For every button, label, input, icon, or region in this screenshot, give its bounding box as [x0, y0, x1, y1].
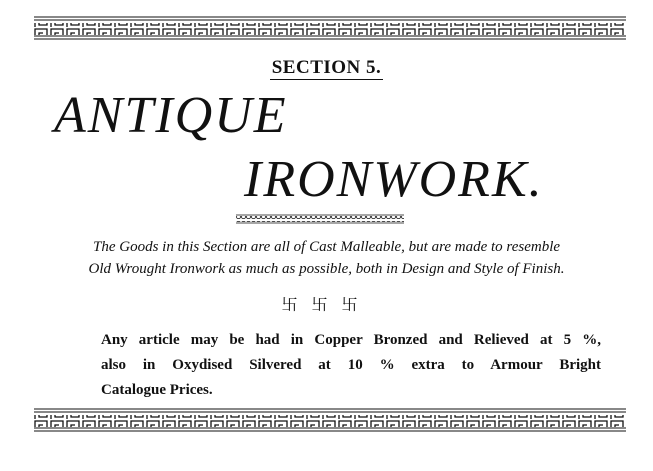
page-title-line-1: ANTIQUE	[54, 87, 288, 144]
pricing-note-line-2: also in Oxydised Silvered at 10 % extra to Armour Bright	[101, 357, 601, 373]
section-number: SECTION 5.	[271, 57, 382, 78]
pricing-note	[101, 328, 601, 403]
page-title-line-2: IRONWORK.	[244, 151, 544, 208]
title-divider	[236, 211, 404, 221]
greek-key-border-icon	[34, 16, 626, 40]
intro-line-1: The Goods in this Section are all of Cast Malleable, but are made to resemble	[92, 239, 561, 255]
intro-line-2: Old Wrought Ironwork as much as possible, both in Design and Style of Finish.	[88, 261, 565, 277]
pricing-note-line-1: Any article may be had in Copper Bronzed and Relieved at 5 %,	[101, 332, 601, 348]
pricing-note-line-3: Catalogue Prices.	[101, 382, 213, 398]
section-heading	[0, 57, 653, 79]
intro-paragraph	[0, 236, 653, 280]
greek-key-border-icon	[34, 408, 626, 432]
greek-key-border-bottom	[34, 408, 626, 432]
fylfot-ornament-icon: 卐卐卐	[281, 295, 372, 314]
greek-key-border-top	[34, 16, 626, 40]
chain-rule-icon	[236, 214, 404, 224]
